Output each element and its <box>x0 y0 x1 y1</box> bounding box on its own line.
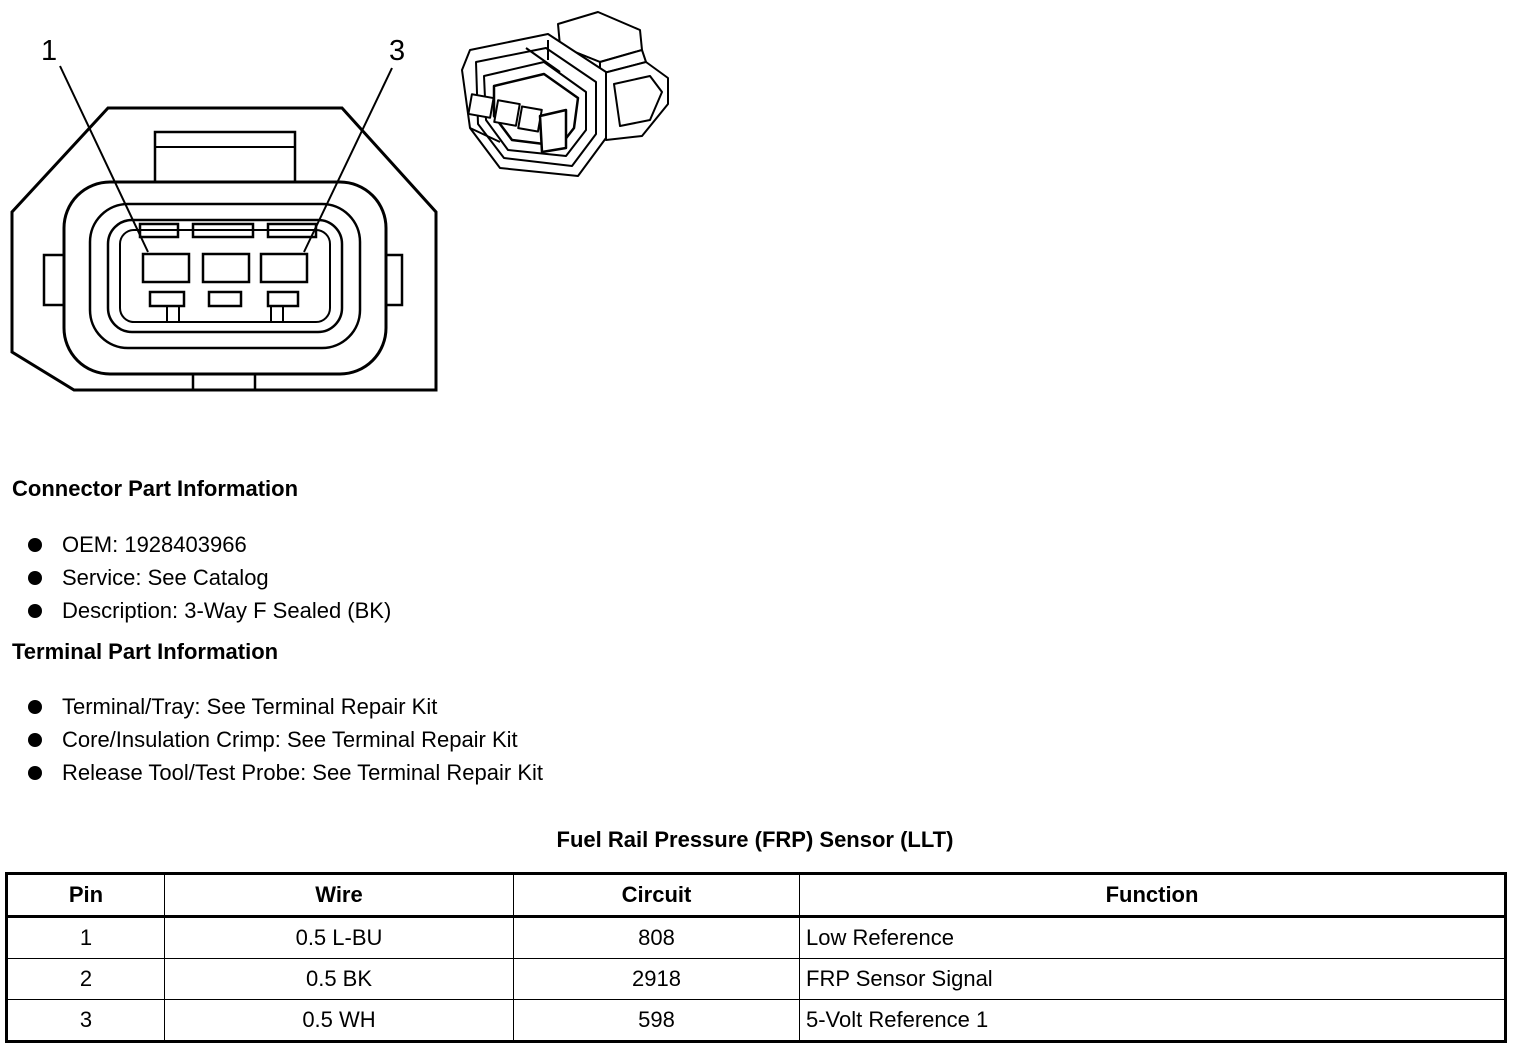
bullet-icon <box>28 571 42 585</box>
list-item <box>28 690 543 723</box>
cell-function: FRP Sensor Signal <box>800 959 1506 1000</box>
list-item <box>28 594 391 627</box>
terminal-cavity-3 <box>261 254 307 282</box>
connector-part-info-heading: Connector Part Information <box>12 476 299 501</box>
column-header-function: Function <box>800 874 1506 917</box>
list-item-text: Release Tool/Test Probe: See Terminal Repair Kit <box>62 760 543 785</box>
cell-wire: 0.5 L-BU <box>165 917 514 959</box>
list-item-text: Description: 3-Way F Sealed (BK) <box>62 598 392 623</box>
table-row <box>7 959 1506 1000</box>
connector-3d-illustration <box>462 12 668 176</box>
connector-diagram <box>0 0 700 420</box>
list-item <box>28 756 543 789</box>
column-header-wire: Wire <box>165 874 514 917</box>
list-item <box>28 528 391 561</box>
column-header-circuit: Circuit <box>514 874 800 917</box>
cell-pin: 1 <box>7 917 165 959</box>
terminal-cavity-2 <box>203 254 249 282</box>
list-item <box>28 723 543 756</box>
bullet-icon <box>28 700 42 714</box>
cell-wire: 0.5 BK <box>165 959 514 1000</box>
terminal-part-info-list <box>28 690 543 789</box>
table-title: Fuel Rail Pressure (FRP) Sensor (LLT) <box>556 827 954 852</box>
list-item-text: Terminal/Tray: See Terminal Repair Kit <box>62 694 438 719</box>
cell-pin: 2 <box>7 959 165 1000</box>
list-item <box>28 561 391 594</box>
bullet-icon <box>28 733 42 747</box>
list-item-text: Service: See Catalog <box>62 565 269 590</box>
list-item-text: OEM: 1928403966 <box>62 532 247 557</box>
pinout-table <box>5 872 1507 1043</box>
table-header-row <box>7 874 1506 917</box>
column-header-pin: Pin <box>7 874 165 917</box>
connector-latch <box>155 132 295 182</box>
cell-function: Low Reference <box>800 917 1506 959</box>
bullet-icon <box>28 766 42 780</box>
terminal-part-info-heading: Terminal Part Information <box>12 639 279 664</box>
pin-label-1: 1 <box>41 35 58 67</box>
table-row <box>7 917 1506 959</box>
cell-function: 5-Volt Reference 1 <box>800 1000 1506 1042</box>
bullet-icon <box>28 538 42 552</box>
cell-circuit: 2918 <box>514 959 800 1000</box>
pin-3-leader-line <box>304 68 392 252</box>
connector-part-info-list <box>28 528 391 627</box>
cell-pin: 3 <box>7 1000 165 1042</box>
pin-1-leader-line <box>60 66 148 252</box>
cell-circuit: 598 <box>514 1000 800 1042</box>
table-row <box>7 1000 1506 1042</box>
terminal-cavity-1 <box>143 254 189 282</box>
list-item-text: Core/Insulation Crimp: See Terminal Repair Kit <box>62 727 518 752</box>
cell-wire: 0.5 WH <box>165 1000 514 1042</box>
pin-label-3: 3 <box>389 35 406 67</box>
bullet-icon <box>28 604 42 618</box>
cell-circuit: 808 <box>514 917 800 959</box>
